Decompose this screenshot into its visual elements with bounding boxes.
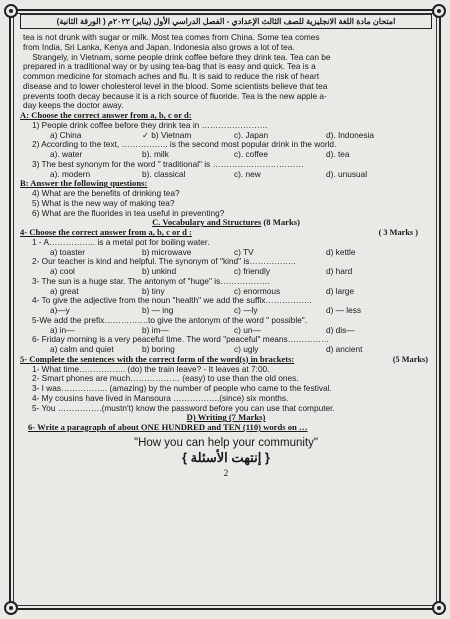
option: a) in— xyxy=(50,324,75,335)
section-b-title: B: Answer the following questions: xyxy=(20,178,148,189)
end-of-questions: { إنتهت الأسئلة } xyxy=(182,449,270,465)
passage-line: day keeps the doctor away. xyxy=(23,100,124,111)
section-c-title: C. Vocabulary and Structures (8 Marks) xyxy=(152,217,300,228)
option: b) tiny xyxy=(142,285,165,296)
option: d). tea xyxy=(326,149,350,159)
question: 4- My cousins have lived in Mansoura ……………..(since) six months. xyxy=(32,392,289,403)
option: b) — ing xyxy=(142,305,174,315)
option: d). Indonesia xyxy=(326,129,374,140)
check-mark-icon: ✓ xyxy=(142,129,149,140)
exam-header: امتحان مادة اللغة الانجليزية للصف الثالث الإعدادي - الفصل الدراسي الأول (يناير) ٢٠٢٢م ( الورقة الثانية) xyxy=(20,14,432,29)
option: c) —ly xyxy=(234,305,258,315)
page-number: 2 xyxy=(223,467,229,478)
option: a) calm and quiet xyxy=(50,344,114,354)
reading-passage xyxy=(20,33,432,111)
section-d-title: D) Writing (7 Marks) xyxy=(186,412,266,423)
exam-content xyxy=(20,14,432,479)
passage-line: common medicine for stomach aches and flu. It is said to reduce the risk of heart xyxy=(23,71,320,81)
option-selected: ✓ b) Vietnam xyxy=(142,129,192,140)
passage-line: prevents tooth decay because it is a rich source of fluoride. Tea is the new apple a- xyxy=(23,90,327,101)
option: a). water xyxy=(50,149,83,159)
option: d). unusual xyxy=(326,168,368,179)
essay-topic: "How you can help your community" xyxy=(134,436,318,449)
option: d) ancient xyxy=(326,344,363,354)
option: c) enormous xyxy=(234,285,281,296)
corner-ornament-icon xyxy=(4,601,18,615)
question: 2- Our teacher is kind and helpful. The synonym of "kind" is…………….. xyxy=(32,256,296,267)
question: 3) The best synonym for the word " traditional" is …………………………… xyxy=(32,158,304,169)
option: a) toaster xyxy=(50,246,86,257)
q5-title: 5- Complete the sentences with the correct form of the word(s) in brackets: xyxy=(20,353,295,364)
question: 1- What time…………….. (do) the train leave? - It leaves at 7:00. xyxy=(32,363,270,374)
section-a-title: A: Choose the correct answer from a, b, c or d: xyxy=(20,110,192,120)
q4-marks: ( 3 Marks ) xyxy=(378,228,418,237)
option: c) un— xyxy=(234,324,261,335)
option: b) microwave xyxy=(142,246,192,257)
question: 4- To give the adjective from the noun "health" we add the suffix…………….. xyxy=(32,295,312,306)
option: d) large xyxy=(326,285,355,296)
question: 6- Friday morning is a very peaceful time. The word "peaceful" means…………… xyxy=(32,334,330,345)
option: c) TV xyxy=(234,246,254,257)
question: 2- Smart phones are much……………… (easy) to use than the old ones. xyxy=(32,373,299,384)
q4-title: 4- Choose the correct answer from a, b, c or d : xyxy=(20,227,192,237)
question: 5-We add the prefix…………….to give the antonym of the word " possible". xyxy=(32,314,308,325)
question: 4) What are the benefits of drinking tea? xyxy=(32,188,180,198)
corner-ornament-icon xyxy=(432,601,446,615)
option: d) kettle xyxy=(326,246,356,257)
corner-ornament-icon xyxy=(4,4,18,18)
option: c) ugly xyxy=(234,344,259,354)
passage-line: tea is not drunk with sugar or milk. Most tea comes from China. Some tea comes xyxy=(23,32,320,42)
question: 1 - A…………….. is a metal pot for boiling water. xyxy=(32,236,210,247)
passage-line: prepared in a traditional way or by using tea-bag that is easy and quick. Tea is a xyxy=(23,61,316,72)
option: a) China xyxy=(50,129,82,140)
option: b) im— xyxy=(142,324,169,335)
question: 2) According to the text, …………….. is the second most popular drink in the world. xyxy=(32,139,337,150)
question: 3- I was…………….. (amazing) by the number of people who came to the festival. xyxy=(32,383,332,393)
passage-line: from India, Sri Lanka, Kenya and Japan. Indonesia also grows a lot of tea. xyxy=(23,41,295,52)
q6-title: 6- Write a paragraph of about ONE HUNDRED and TEN (110) words on … xyxy=(28,422,308,432)
option: a)—y xyxy=(50,305,70,315)
option: d) — less xyxy=(326,305,362,315)
question: 6) What are the fluorides in tea useful in preventing? xyxy=(32,207,225,218)
option: c). Japan xyxy=(234,129,269,140)
corner-ornament-icon xyxy=(432,4,446,18)
option: b). milk xyxy=(142,149,169,159)
option: a). modern xyxy=(50,168,91,179)
passage-line: Strangely, in Vietnam, some people drink coffee before they drink tea. Tea can be xyxy=(23,51,331,62)
option: d) dis— xyxy=(326,324,355,335)
option: b). classical xyxy=(142,168,186,179)
passage-line: disease and to lower cholesterol level in the blood. Some scientists believe that tea xyxy=(23,80,328,91)
option: c). new xyxy=(234,168,261,179)
q5-marks: (5 Marks) xyxy=(392,354,428,364)
question: 5) What is the new way of making tea? xyxy=(32,197,175,208)
option: a) great xyxy=(50,285,79,296)
option: b) boring xyxy=(142,344,175,354)
option: c) friendly xyxy=(234,266,270,276)
option: b) unkind xyxy=(142,266,177,276)
question: 5- You …………….(mustn't) know the password before you can use that computer. xyxy=(32,402,335,413)
option: c). coffee xyxy=(234,149,268,159)
question: 1) People drink coffee before they drink tea in …………………… xyxy=(32,119,268,130)
option: d) hard xyxy=(326,266,353,276)
question: 3- The sun is a huge star. The antonym of "huge" is……………… xyxy=(32,275,271,286)
option: a) cool xyxy=(50,266,75,276)
